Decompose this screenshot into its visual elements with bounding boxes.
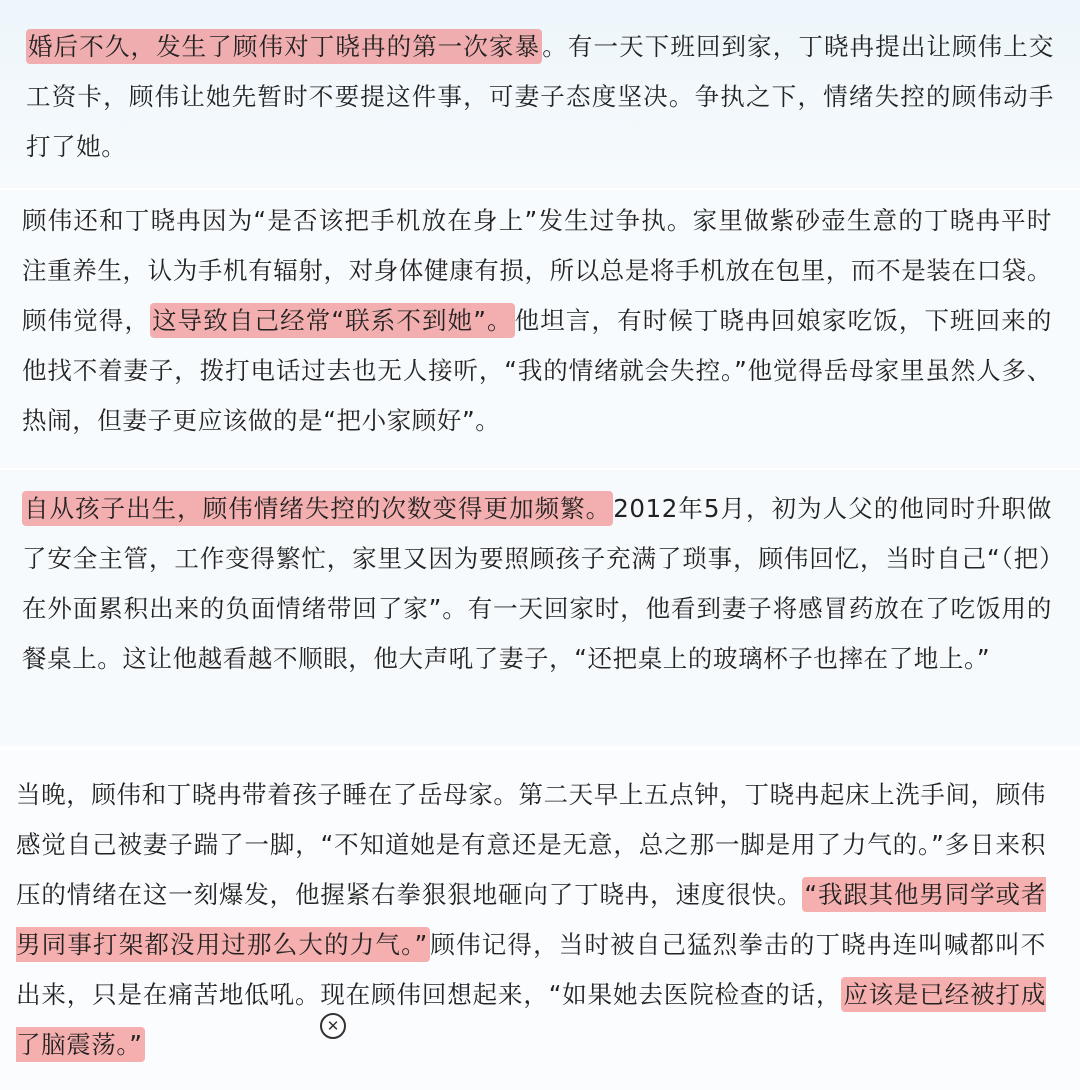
paragraph-4-text-b: 顾伟记得，当时被自己猛烈拳击的丁晓冉连叫喊都叫不出来，只是在痛苦地低吼。现在顾伟回想起来，“如果她去医院检查的话， [16, 930, 1046, 1009]
paragraph-1 [26, 22, 1054, 172]
paragraph-2-text-a: 顾伟还和丁晓冉因为“是否该把手机放在身上”发生过争执。家里做紫砂壶生意的丁晓冉平时注重养生，认为手机有辐射，对身体健康有损，所以总是将手机放在包里，而不是装在口袋。顾伟觉得， [22, 206, 1052, 335]
paragraph-block-3 [0, 470, 1080, 746]
paragraph-4 [16, 770, 1046, 1070]
paragraph-block-2 [0, 190, 1080, 468]
paragraph-block-1 [0, 0, 1080, 188]
paragraph-2-text-b: 他坦言，有时候丁晓冉回娘家吃饭，下班回来的他找不着妻子，拨打电话过去也无人接听，“我的情绪就会失控。”他觉得岳母家里虽然人多、热闹，但妻子更应该做的是“把小家顾好”。 [22, 306, 1052, 435]
paragraph-1-text: 。有一天下班回到家，丁晓冉提出让顾伟上交工资卡，顾伟让她先暂时不要提这件事，可妻子态度坚决。争执之下，情绪失控的顾伟动手打了她。 [26, 32, 1055, 161]
highlight-3[interactable]: 自从孩子出生，顾伟情绪失控的次数变得更加频繁。 [22, 491, 613, 526]
paragraph-2 [22, 196, 1052, 446]
paragraph-3 [22, 484, 1052, 684]
highlight-2[interactable]: 这导致自己经常“联系不到她”。 [150, 303, 515, 338]
highlight-4[interactable]: “我跟其他男同学或者男同事打架都没用过那么大的力气。” [16, 877, 1046, 962]
highlight-1[interactable]: 婚后不久，发生了顾伟对丁晓冉的第一次家暴 [26, 29, 542, 64]
paragraph-3-text: 2012年5月，初为人父的他同时升职做了安全主管，工作变得繁忙，家里又因为要照顾孩子充满了琐事，顾伟回忆，当时自己“（把）在外面累积出来的负面情绪带回了家”。有一天回家时，他看到妻子将感冒药放在了吃饭用的餐桌上。这让他越看越不顺眼，他大声吼了妻子，“还把桌上的玻璃杯子也摔在了地上。” [22, 494, 1052, 673]
circle-x-icon[interactable]: ✕ [320, 1013, 346, 1039]
paragraph-block-4 [0, 750, 1080, 1090]
paragraph-4-text-a: 当晚，顾伟和丁晓冉带着孩子睡在了岳母家。第二天早上五点钟，丁晓冉起床上洗手间，顾伟感觉自己被妻子踹了一脚，“不知道她是有意还是无意，总之那一脚是用了力气的。”多日来积压的情绪在这一刻爆发，他握紧右拳狠狠地砸向了丁晓冉，速度很快。 [16, 780, 1046, 909]
highlight-5[interactable]: 应该是已经被打成了脑震荡。” [16, 977, 1046, 1062]
